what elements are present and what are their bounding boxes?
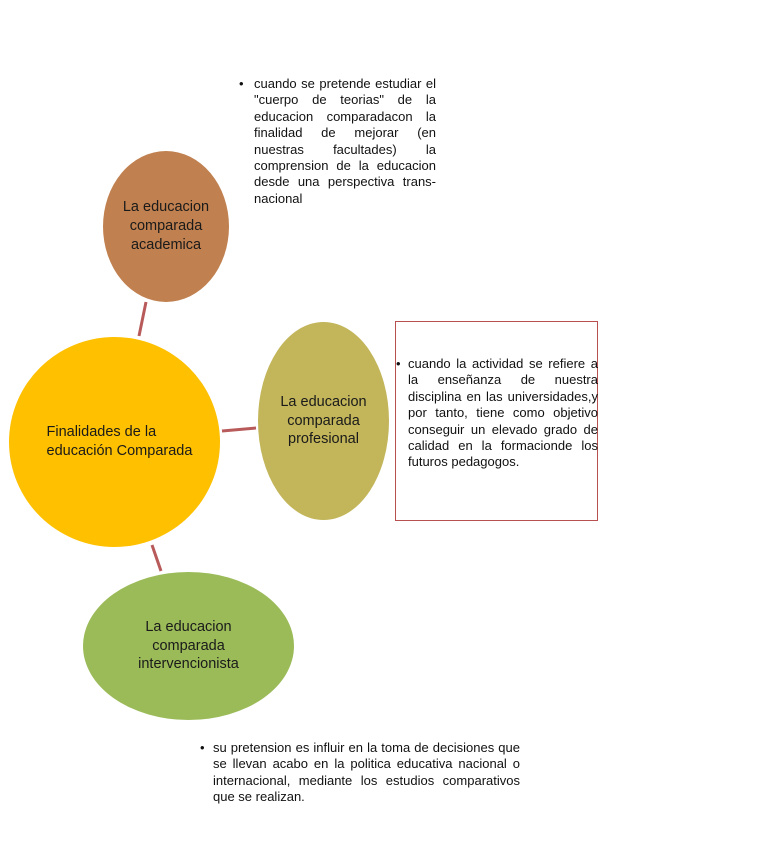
bullet-icon: • bbox=[239, 76, 244, 91]
connector-intervencionista bbox=[152, 545, 161, 571]
note-profesional bbox=[395, 321, 598, 521]
bullet-icon: • bbox=[200, 740, 205, 755]
node-intervencionista-label: La educacion comparada intervencionista bbox=[138, 618, 239, 673]
bullet-icon: • bbox=[396, 356, 401, 371]
note-profesional-text: cuando la actividad se refiere a la enseñanza de nuestra disciplina en las universidades,y por tanto, tiene como objetivo conseguir un elevado grado de calidad en la formacionde los futuros pedagogos. bbox=[408, 356, 598, 470]
node-intervencionista bbox=[83, 572, 294, 720]
note-intervencionista-text: su pretension es influir en la toma de decisiones que se llevan acabo en la politica educativa nacional o internacional, mediante los estudios comparativos que se realizan. bbox=[213, 740, 520, 805]
center-label: Finalidades de la educación Comparada bbox=[46, 424, 193, 459]
center-node bbox=[9, 337, 220, 547]
note-academica bbox=[239, 76, 436, 207]
node-academica-label: La educacion comparada academica bbox=[122, 199, 210, 253]
note-intervencionista bbox=[200, 740, 520, 806]
node-academica bbox=[103, 151, 229, 302]
node-profesional-label: La educacion comparada profesional bbox=[280, 393, 367, 448]
connector-profesional bbox=[222, 428, 256, 431]
connector-academica bbox=[139, 302, 146, 336]
node-profesional bbox=[258, 322, 389, 520]
note-academica-text: cuando se pretende estudiar el "cuerpo de teorias" de la educacion comparadacon la finalidad de mejorar (en nuestras facultades) la comprension de la educacion desde una perspectiva trans-nacional bbox=[254, 76, 436, 206]
